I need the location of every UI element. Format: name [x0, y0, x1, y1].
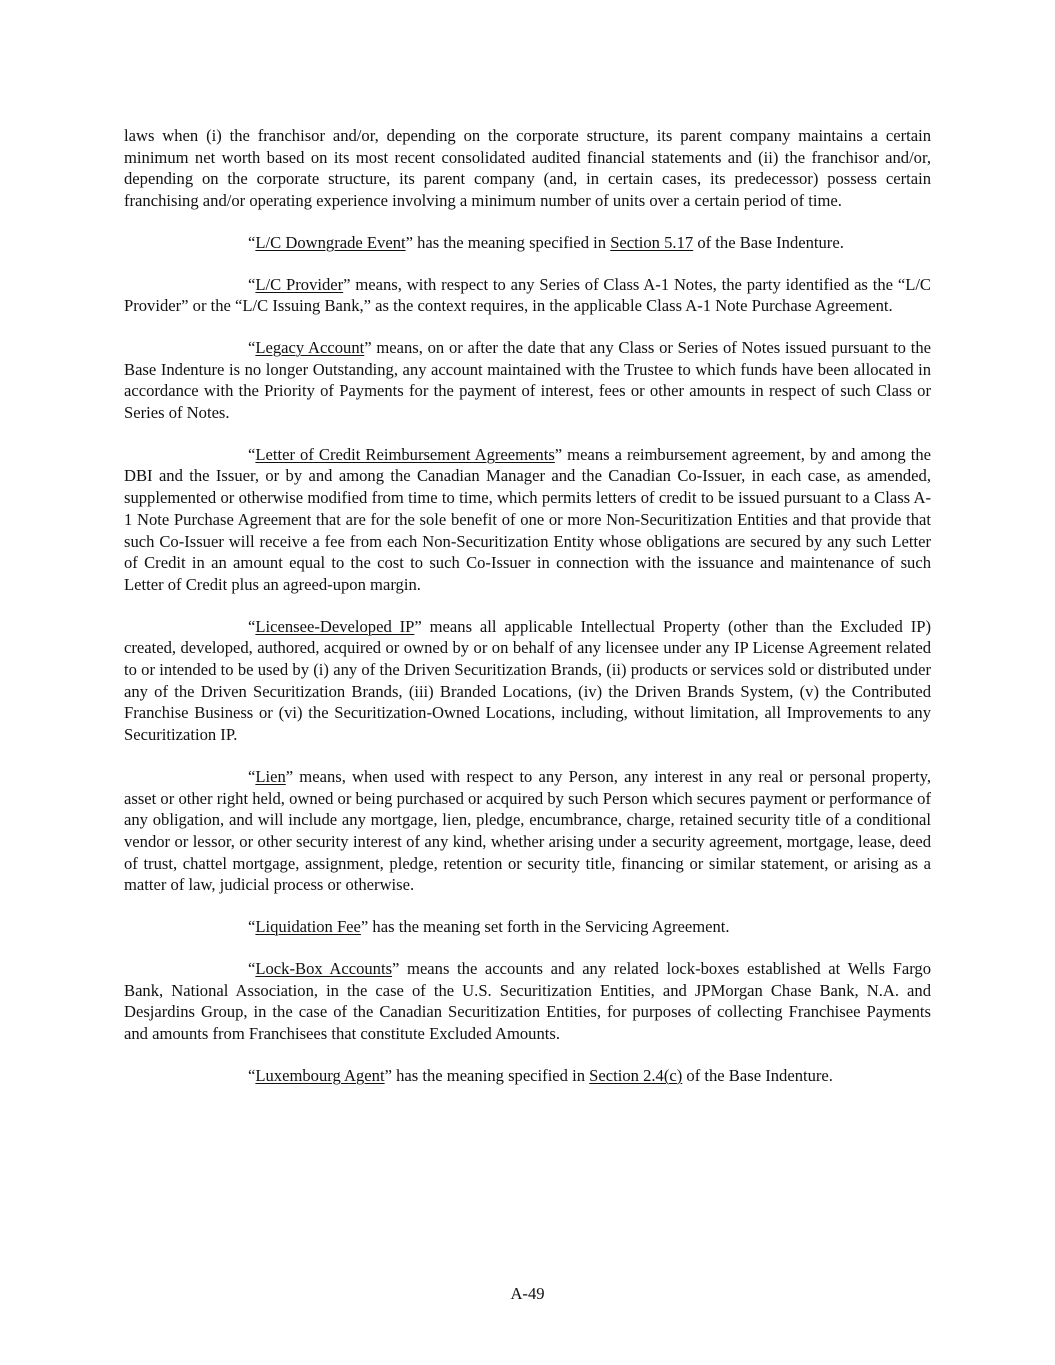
definition-lock-box-accounts [124, 958, 931, 1045]
definition-legacy-account [124, 337, 931, 424]
definition-text: ” has the meaning set forth in the Servicing Agreement. [360, 917, 730, 937]
open-quote: “ [248, 337, 256, 357]
definition-letter-of-credit-reimbursement-agreements [124, 444, 931, 596]
definition-text: ” means all applicable Intellectual Property (other than the Excluded IP) created, developed, authored, acquired or owned by or on behalf of any licensee under any IP License Agreement related to or intended to be used by (i) any of the Driven Securitization Brands, (ii) products or services sold or distributed under any of the Driven Securitization Brands, (iii) Branded Locations, (iv) the Driven Brands System, (v) the Contributed Franchise Business or (vi) the Securitization-Owned Locations, including, without limitation, all Improvements to any Securitization IP. [124, 616, 931, 745]
open-quote: “ [248, 232, 256, 252]
definition-text: ” has the meaning specified in [384, 1065, 590, 1085]
definition-tail: of the Base Indenture. [682, 1065, 833, 1085]
definition-lc-downgrade-event [124, 232, 931, 254]
document-body [124, 125, 931, 1106]
definition-text: ” means, when used with respect to any Person, any interest in any real or personal property, asset or other right held, owned or being purchased or acquired by such Person which secures payment or performance of any obligation, and will include any mortgage, lien, pledge, encumbrance, charge, retained security title of a conditional vendor or lessor, or other security interest of any kind, whether arising under a security agreement, mortgage, lease, deed of trust, chattel mortgage, assignment, pledge, retention or security title, financing or similar statement, or arising as a matter of law, judicial process or otherwise. [124, 766, 931, 895]
open-quote: “ [248, 958, 256, 978]
section-reference: Section 2.4(c) [589, 1065, 683, 1085]
definition-luxembourg-agent [124, 1065, 931, 1087]
definition-text: ” means a reimbursement agreement, by and among the DBI and the Issuer, or by and among the Canadian Manager and the Canadian Co-Issuer, in each case, as amended, supplemented or otherwise modified from time to time, which permits letters of credit to be issued pursuant to a Class A-1 Note Purchase Agreement that are for the sole benefit of one or more Non-Securitization Entities and that provide that such Co-Issuer will receive a fee from each Non-Securitization Entity whose obligations are secured by any such Letter of Credit in an amount equal to the cost to such Co-Issuer in connection with the issuance and maintenance of such Letter of Credit plus an agreed-upon margin. [124, 444, 931, 594]
definition-lc-provider [124, 274, 931, 317]
defined-term: Legacy Account [255, 337, 365, 357]
defined-term: Licensee-Developed IP [255, 616, 415, 636]
definition-lien [124, 766, 931, 896]
defined-term: Luxembourg Agent [255, 1065, 385, 1085]
defined-term: Lock-Box Accounts [255, 958, 393, 978]
definition-licensee-developed-ip [124, 616, 931, 746]
paragraph-text: laws when (i) the franchisor and/or, depending on the corporate structure, its parent company maintains a certain minimum net worth based on its most recent consolidated audited financial statements and (ii) the franchisor and/or, depending on the corporate structure, its parent company (and, in certain cases, its predecessor) possess certain franchising and/or operating experience involving a minimum number of units over a certain period of time. [124, 126, 931, 211]
defined-term: L/C Provider [255, 274, 344, 294]
open-quote: “ [248, 274, 256, 294]
defined-term: L/C Downgrade Event [255, 232, 406, 252]
defined-term: Letter of Credit Reimbursement Agreements [255, 444, 555, 464]
open-quote: “ [248, 917, 256, 937]
defined-term: Lien [255, 766, 286, 786]
definition-text: ” means, with respect to any Series of Class A-1 Notes, the party identified as the “L/C Provider” or the “L/C Issuing Bank,” as the context requires, in the applicable Class A-1 Note Purchase Agreement. [124, 274, 932, 316]
page-number: A-49 [510, 1284, 545, 1303]
definition-tail: of the Base Indenture. [693, 232, 844, 252]
open-quote: “ [248, 444, 256, 464]
definition-text: ” has the meaning specified in [405, 232, 611, 252]
definition-liquidation-fee [124, 916, 931, 938]
definition-text: ” means the accounts and any related lock-boxes established at Wells Fargo Bank, National Association, in the case of the U.S. Securitization Entities, and JPMorgan Chase Bank, N.A. and Desjardins Group, in the case of the Canadian Securitization Entities, for purposes of collecting Franchisee Payments and amounts from Franchisees that constitute Excluded Amounts. [124, 958, 932, 1043]
open-quote: “ [248, 1065, 256, 1085]
section-reference: Section 5.17 [610, 232, 694, 252]
defined-term: Liquidation Fee [255, 917, 361, 937]
continuation-paragraph [124, 125, 931, 212]
open-quote: “ [248, 616, 256, 636]
open-quote: “ [248, 766, 256, 786]
definition-text: ” means, on or after the date that any Class or Series of Notes issued pursuant to the Base Indenture is no longer Outstanding, any account maintained with the Trustee to which funds have been allocated in accordance with the Priority of Payments for the payment of interest, fees or other amounts in respect of such Class or Series of Notes. [124, 337, 931, 423]
